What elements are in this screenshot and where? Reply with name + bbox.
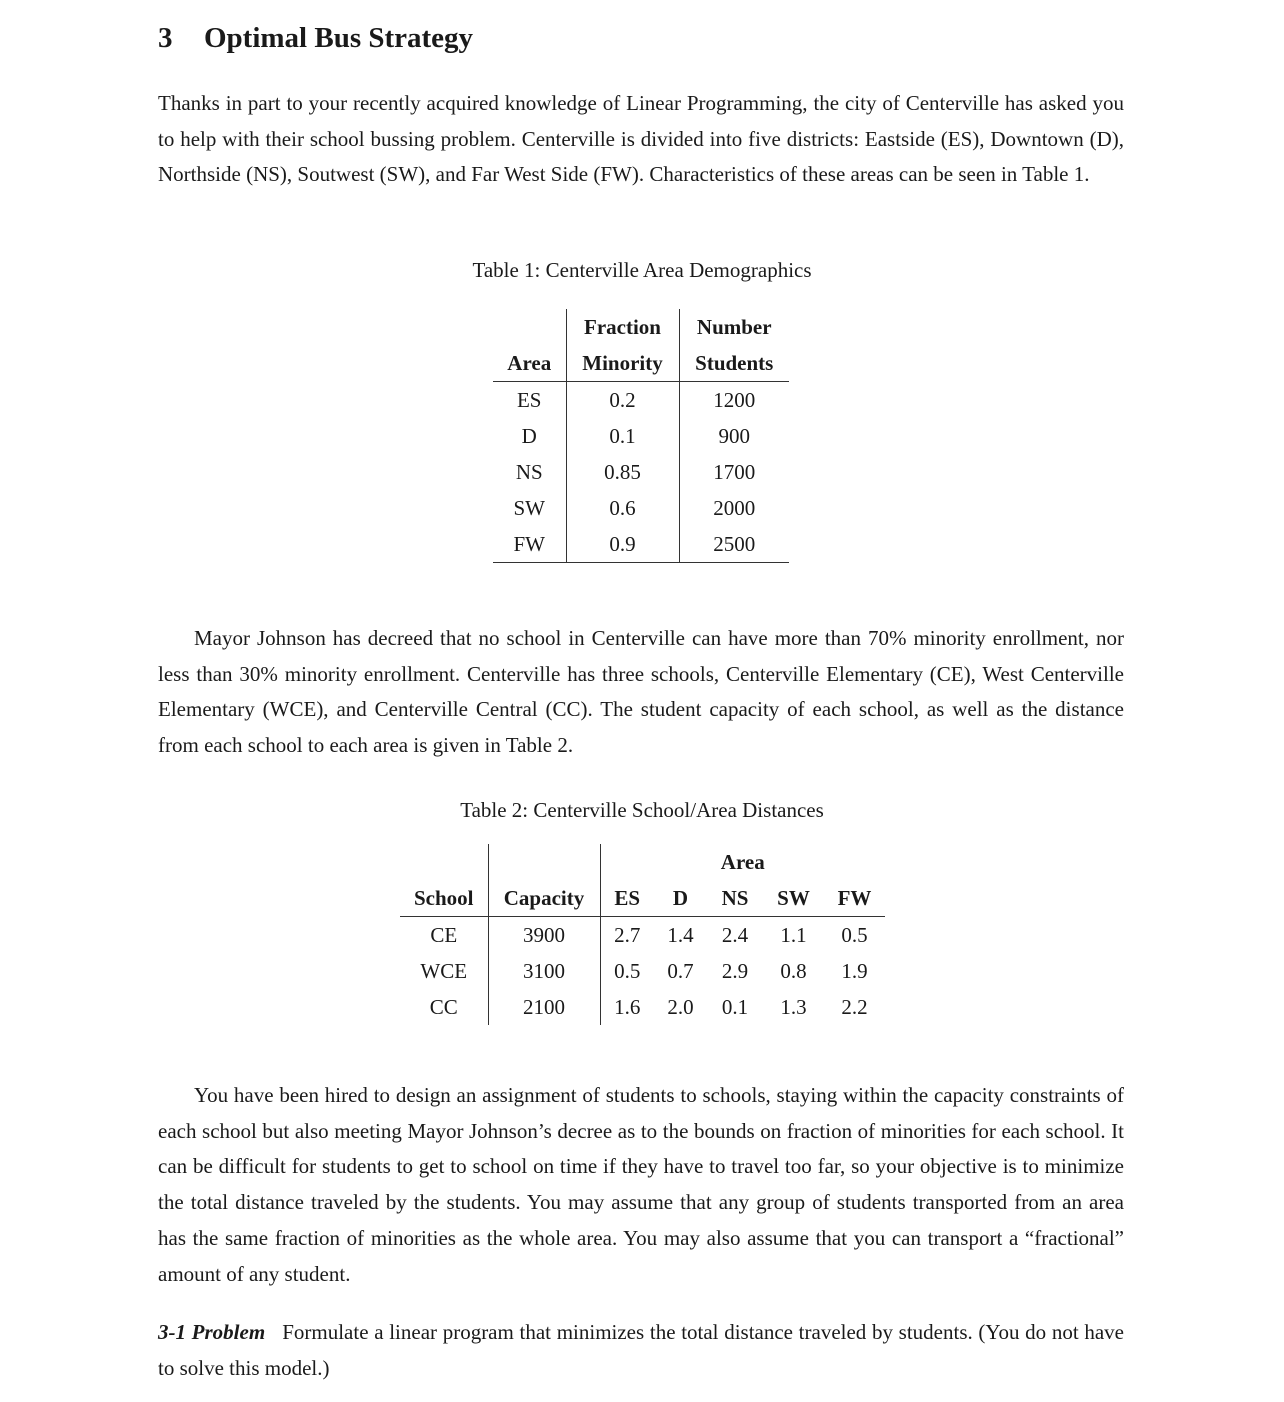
- column-header-minority: Minority: [566, 345, 679, 382]
- distance-cell: 1.1: [780, 922, 807, 947]
- distance-cell: 2.9: [721, 958, 749, 983]
- distance-cell: 1.4: [667, 922, 694, 947]
- column-header-capacity: Capacity: [488, 880, 600, 917]
- distance-cell: 2.4: [721, 922, 749, 947]
- students-cell: 2500: [679, 526, 789, 563]
- distance-cell: 2.2: [841, 994, 868, 1019]
- column-header-area: Area: [493, 345, 566, 382]
- table2-caption: Table 2: Centerville School/Area Distances: [460, 798, 824, 822]
- table-row: [400, 917, 885, 954]
- section-title: Optimal Bus Strategy: [204, 22, 474, 54]
- distance-cell: 0.5: [841, 922, 868, 947]
- column-header-ns: NS: [707, 880, 763, 917]
- fraction-cell: 0.9: [566, 526, 679, 563]
- table-row: [493, 382, 789, 419]
- distance-cell: 1.6: [600, 989, 654, 1025]
- demographics-table: [493, 309, 789, 563]
- area-cell: NS: [515, 459, 543, 484]
- assignment-paragraph: You have been hired to design an assignment of students to schools, staying within the capacity constraints of each school but also meeting Mayor Johnson’s decree as to the bounds on fraction of minorities for each school. It can be difficult for students to get to school on time if they have to travel too far, so your objective is to minimize the total distance traveled by the students. You may assume that any group of students transported from an area has the same fraction of minorities as the whole area. You may also assume that you can transport a “fractional” amount of any student.: [158, 1083, 1124, 1286]
- students-cell: 900: [679, 418, 789, 454]
- distance-cell: 0.5: [600, 953, 654, 989]
- distance-cell: 0.8: [780, 958, 807, 983]
- column-header-students: Students: [679, 345, 789, 382]
- problem-text: Formulate a linear program that minimizes the total distance traveled by students. (You do not have to solve this model.): [158, 1320, 1125, 1380]
- distance-cell: 2.7: [600, 917, 654, 954]
- section-number: 3: [158, 22, 173, 54]
- distance-cell: 2.0: [667, 994, 694, 1019]
- distance-cell: 0.7: [667, 958, 694, 983]
- school-cell: WCE: [420, 958, 468, 983]
- table-row: [493, 454, 789, 490]
- table-header-blank: [493, 309, 566, 345]
- table-header-blank: [488, 844, 600, 880]
- column-header-es: ES: [600, 880, 654, 917]
- column-header-sw: SW: [763, 880, 824, 917]
- column-header-school: School: [400, 880, 488, 917]
- table-row: [493, 490, 789, 526]
- capacity-cell: 3100: [488, 953, 600, 989]
- column-header-d: D: [654, 880, 707, 917]
- area-cell: SW: [513, 495, 545, 520]
- fraction-cell: 0.1: [566, 418, 679, 454]
- school-cell: CC: [429, 994, 458, 1019]
- table-header-blank: [400, 844, 488, 880]
- table-row: [400, 953, 885, 989]
- area-cell: ES: [516, 387, 542, 412]
- area-cell: D: [521, 423, 537, 448]
- fraction-cell: 0.85: [566, 454, 679, 490]
- students-cell: 1700: [679, 454, 789, 490]
- distance-cell: 1.3: [780, 994, 807, 1019]
- table1-caption: Table 1: Centerville Area Demographics: [472, 258, 812, 282]
- capacity-cell: 2100: [488, 989, 600, 1025]
- area-cell: FW: [493, 526, 566, 563]
- table-row: [493, 418, 789, 454]
- problem-paragraph: [158, 1315, 1124, 1386]
- students-cell: 2000: [679, 490, 789, 526]
- problem-label: 3-1 Problem: [158, 1320, 266, 1344]
- distance-cell: 1.9: [841, 958, 868, 983]
- column-header-fw: FW: [824, 880, 885, 917]
- fraction-cell: 0.2: [566, 382, 679, 419]
- students-cell: 1200: [679, 382, 789, 419]
- column-header-number: Number: [679, 309, 789, 345]
- column-group-header-area: Area: [600, 844, 885, 880]
- table-row: [400, 989, 885, 1025]
- table-row: [493, 526, 789, 563]
- capacity-cell: 3900: [488, 917, 600, 954]
- school-cell: CE: [430, 922, 458, 947]
- section-heading: [158, 22, 473, 55]
- mayor-paragraph: Mayor Johnson has decreed that no school in Centerville can have more than 70% minority enrollment, nor less than 30% minority enrollment. Centerville has three schools, Centerville Elementary (CE), West Centerville Elementary (WCE), and Centerville Central (CC). The student capacity of each school, as well as the distance from each school to each area is given in Table 2.: [158, 626, 1124, 758]
- column-header-fraction: Fraction: [566, 309, 679, 345]
- distances-table: [400, 844, 885, 1025]
- distance-cell: 0.1: [721, 994, 749, 1019]
- fraction-cell: 0.6: [566, 490, 679, 526]
- intro-paragraph: Thanks in part to your recently acquired knowledge of Linear Programming, the city of Centerville has asked you to help with their school bussing problem. Centerville is divided into five districts: Eastside (ES), Downtown (D), Northside (NS), Soutwest (SW), and Far West Side (FW). Characteristics of these areas can be seen in Table 1.: [158, 91, 1124, 187]
